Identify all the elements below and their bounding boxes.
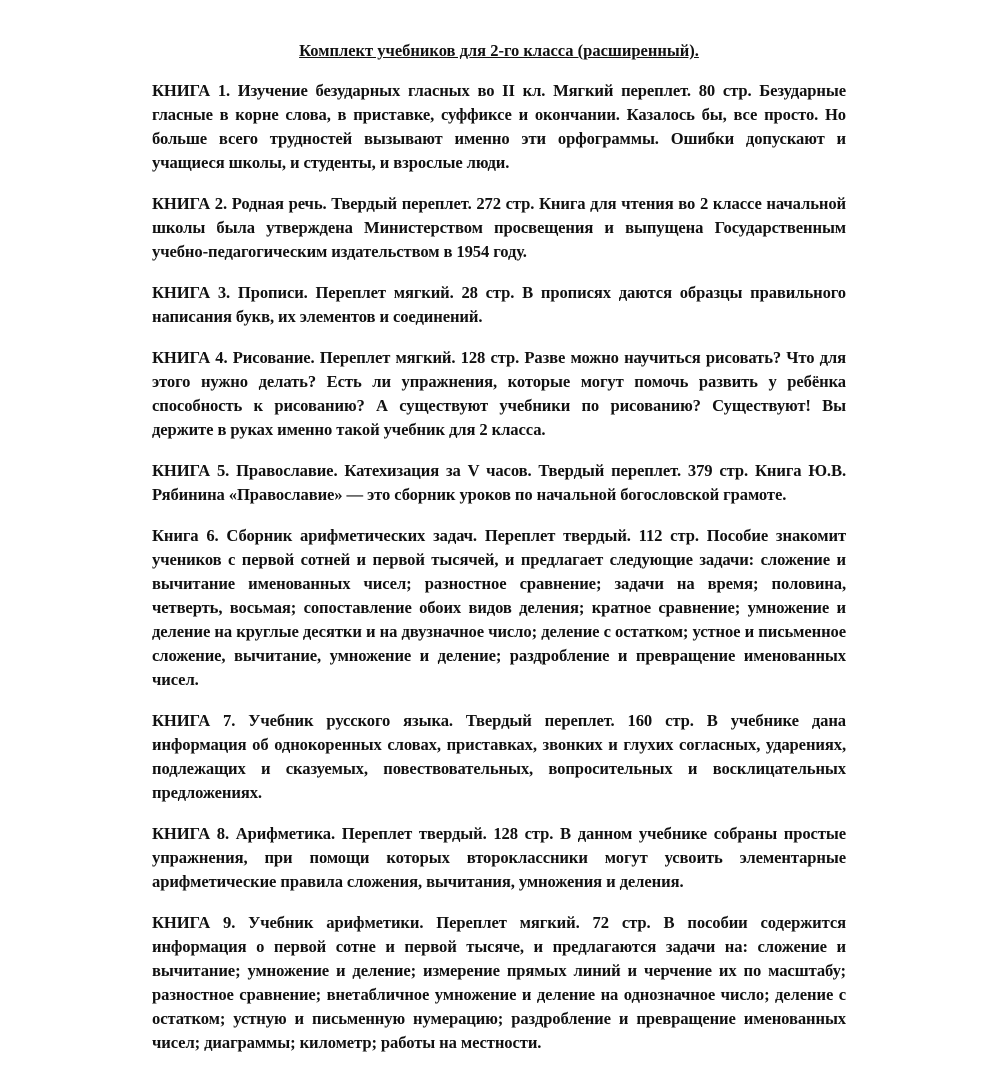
book-entry-4: КНИГА 4. Рисование. Переплет мягкий. 128 стр. Разве можно научиться рисовать? Что для этого нужно делать? Есть ли упражнения, которые могут помочь развить у ребёнка способность к рисованию? А существуют учебники по рисованию? Существуют! Вы держите в руках именно такой учебник для 2 класса. [152,348,846,439]
document-page [152,40,846,1072]
book-entry-1: КНИГА 1. Изучение безударных гласных во II кл. Мягкий переплет. 80 стр. Безударные гласные в корне слова, в приставке, суффиксе и окончании. Казалось бы, все просто. Но больше всего трудностей вызывают именно эти орфограммы. Ошибки допускают и учащиеся школы, и студенты, и взрослые люди. [152,81,846,172]
document-title: Комплект учебников для 2-го класса (расширенный). [299,41,699,60]
book-entry-7: КНИГА 7. Учебник русского языка. Твердый переплет. 160 стр. В учебнике дана информация об однокоренных словах, приставках, звонких и глухих согласных, ударениях, подлежащих и сказуемых, повествовательных, вопросительных и восклицательных предложениях. [152,711,846,802]
book-entry-8: КНИГА 8. Арифметика. Переплет твердый. 128 стр. В данном учебнике собраны простые упражнения, при помощи которых второклассники могут усвоить элементарные арифметические правила сложения, вычитания, умножения и деления. [152,824,846,891]
book-entry-2: КНИГА 2. Родная речь. Твердый переплет. 272 стр. Книга для чтения во 2 классе начальной школы была утверждена Министерством просвещения и выпущена Государственным учебно-педагогическим издательством в 1954 году. [152,194,846,261]
book-entry-3: КНИГА 3. Прописи. Переплет мягкий. 28 стр. В прописях даются образцы правильного написания букв, их элементов и соединений. [152,283,846,326]
book-entry-9: КНИГА 9. Учебник арифметики. Переплет мягкий. 72 стр. В пособии содержится информация о первой сотне и первой тысяче, и предлагаются задачи на: сложение и вычитание; умножение и деление; измерение прямых линий и черчение их по масштабу; разностное сравнение; внетабличное умножение и деление на однозначное число; деление с остатком; устную и письменную нумерацию; раздробление и превращение именованных чисел; диаграммы; километр; работы на местности. [152,913,846,1052]
book-entry-6: Книга 6. Сборник арифметических задач. Переплет твердый. 112 стр. Пособие знакомит учеников с первой сотней и первой тысячей, и предлагает следующие задачи: сложение и вычитание именованных чисел; разностное сравнение; задачи на время; половина, четверть, восьмая; сопоставление обоих видов деления; кратное сравнение; умножение и деление на круглые десятки и на двузначное число; деление с остатком; устное и письменное сложение, вычитание, умножение и деление; раздробление и превращение именованных чисел. [152,526,846,689]
book-entry-5: КНИГА 5. Православие. Катехизация за V часов. Твердый переплет. 379 стр. Книга Ю.В. Рябинина «Православие» — это сборник уроков по начальной богословской грамоте. [152,461,846,504]
